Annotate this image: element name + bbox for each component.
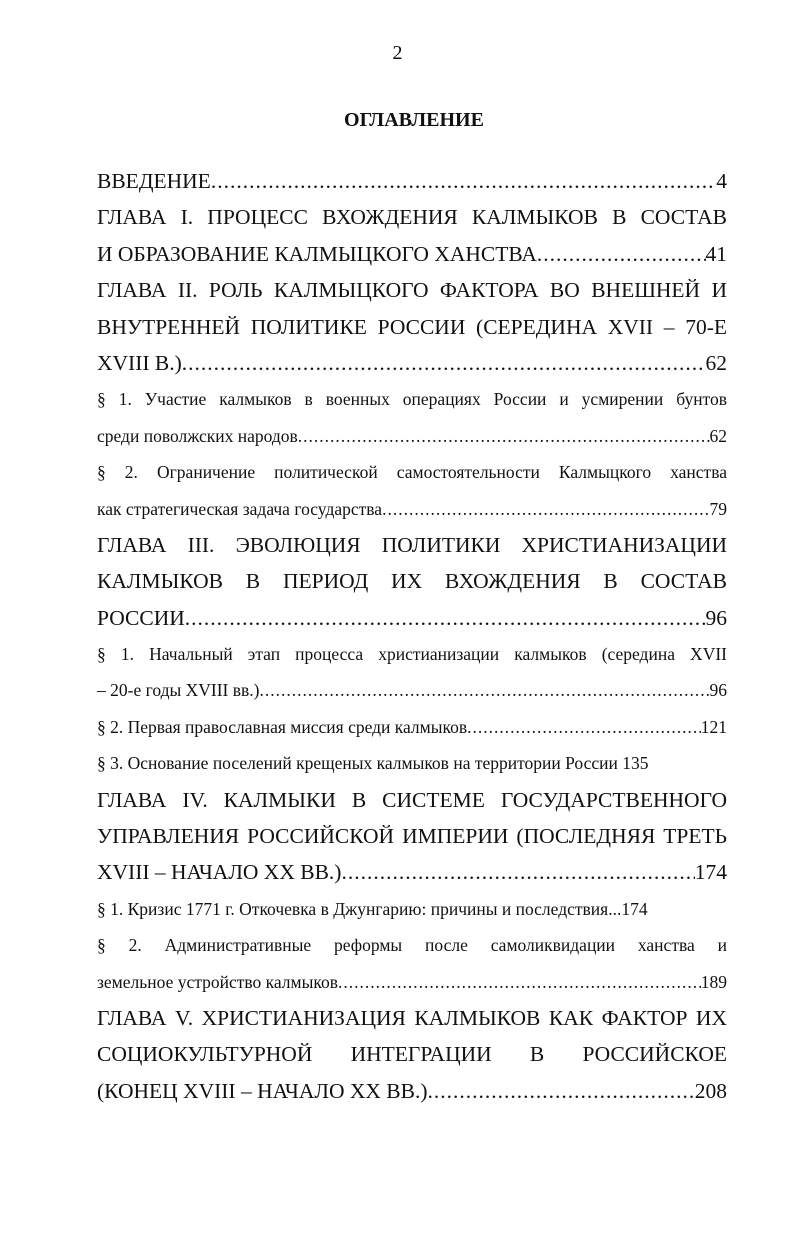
toc-entry-text: И ОБРАЗОВАНИЕ КАЛМЫЦКОГО ХАНСТВА xyxy=(97,241,537,266)
dot-leader xyxy=(259,672,709,708)
toc-chapter-entry[interactable] xyxy=(97,199,727,272)
toc-entry-text: ВВЕДЕНИЕ xyxy=(97,169,211,193)
toc-title: ОГЛАВЛЕНИЕ xyxy=(344,109,484,131)
toc-section-entry[interactable] xyxy=(97,381,727,454)
toc-chapter-entry[interactable] xyxy=(97,782,727,891)
toc-entry-last-line xyxy=(97,745,727,781)
toc-entry-last-line xyxy=(97,491,727,527)
toc-entry-line: УПРАВЛЕНИЯ РОССИЙСКОЙ ИМПЕРИИ (ПОСЛЕДНЯЯ ТРЕТЬ xyxy=(97,824,727,849)
toc-entry-line: § 2. Ограничение политической самостоятельности Калмыцкого ханства xyxy=(97,462,727,483)
toc-entry-last-line xyxy=(97,709,727,745)
page-number: 2 xyxy=(392,42,403,64)
dot-leader xyxy=(382,491,709,527)
toc-entry-text: – 20-е годы XVIII вв.) xyxy=(97,680,260,701)
toc-entry-last-line xyxy=(97,600,727,636)
toc-entry-line: ГЛАВА III. ЭВОЛЮЦИЯ ПОЛИТИКИ ХРИСТИАНИЗАЦИИ xyxy=(97,532,727,557)
toc-page-number: 62 xyxy=(705,350,727,375)
toc-entry-text: XVIII – НАЧАЛО XX ВВ.) xyxy=(97,860,342,885)
toc-page-number: 96 xyxy=(709,680,727,701)
toc-section-entry[interactable] xyxy=(97,891,727,927)
toc-entry-last-line xyxy=(97,345,727,381)
toc-chapter-entry[interactable] xyxy=(97,527,727,636)
toc-entry-text: § 1. Кризис 1771 г. Откочевка в Джунгарию: причины и последствия...174 xyxy=(97,898,648,919)
toc-page-number: 174 xyxy=(694,860,727,885)
toc-page-number: 4 xyxy=(716,169,727,193)
toc-page-number: 96 xyxy=(705,605,727,630)
dot-leader xyxy=(428,1073,695,1109)
toc-entry-last-line xyxy=(97,418,727,454)
toc-entry-last-line xyxy=(97,964,727,1000)
toc-entry-text: РОССИИ xyxy=(97,605,185,630)
toc-page-number: 79 xyxy=(709,498,727,519)
toc-page-number: 208 xyxy=(694,1078,727,1103)
toc-chapter-entry[interactable] xyxy=(97,1000,727,1109)
toc-entry-last-line xyxy=(97,854,727,890)
toc-entry-text: среди поволжских народов xyxy=(97,425,298,446)
toc-entry-line: § 1. Участие калмыков в военных операциях России и усмирении бунтов xyxy=(97,389,727,410)
toc-entry-text: XVIII В.) xyxy=(97,350,182,375)
toc-entry-text: земельное устройство калмыков xyxy=(97,971,338,992)
toc-entry-line: ГЛАВА IV. КАЛМЫКИ В СИСТЕМЕ ГОСУДАРСТВЕННОГО xyxy=(97,787,727,812)
toc-entry-line: § 1. Начальный этап процесса христианизации калмыков (середина XVII xyxy=(97,644,727,665)
dot-leader xyxy=(211,163,716,199)
toc-entry-last-line xyxy=(97,891,727,927)
toc-chapter-entry[interactable] xyxy=(97,272,727,381)
toc-entry-text: как стратегическая задача государства xyxy=(97,498,383,519)
toc-section-entry[interactable] xyxy=(97,745,727,781)
dot-leader xyxy=(467,709,701,745)
toc-entry-line: СОЦИОКУЛЬТУРНОЙ ИНТЕГРАЦИИ В РОССИЙСКОЕ xyxy=(97,1042,727,1067)
toc-entry-last-line xyxy=(97,1073,727,1109)
toc-entry-line: ГЛАВА I. ПРОЦЕСС ВХОЖДЕНИЯ КАЛМЫКОВ В СОСТАВ xyxy=(97,205,727,230)
dot-leader xyxy=(185,600,706,636)
toc-entry-last-line xyxy=(97,672,727,708)
dot-leader xyxy=(341,854,694,890)
toc-page-number: 121 xyxy=(700,716,727,737)
toc-section-entry[interactable] xyxy=(97,709,727,745)
table-of-contents xyxy=(97,163,727,1109)
toc-entry-line: КАЛМЫКОВ В ПЕРИОД ИХ ВХОЖДЕНИЯ В СОСТАВ xyxy=(97,569,727,594)
toc-entry-line: ГЛАВА II. РОЛЬ КАЛМЫЦКОГО ФАКТОРА ВО ВНЕШНЕЙ И xyxy=(97,278,727,303)
toc-section-entry[interactable] xyxy=(97,454,727,527)
toc-section-entry[interactable] xyxy=(97,927,727,1000)
toc-chapter-entry[interactable] xyxy=(97,163,727,199)
dot-leader xyxy=(537,236,706,272)
toc-page-number: 41 xyxy=(705,241,727,266)
toc-entry-line: ГЛАВА V. ХРИСТИАНИЗАЦИЯ КАЛМЫКОВ КАК ФАКТОР ИХ xyxy=(97,1005,727,1030)
toc-entry-text: § 2. Первая православная миссия среди калмыков xyxy=(97,716,468,737)
toc-entry-last-line xyxy=(97,163,727,199)
toc-entry-line: § 2. Административные реформы после самоликвидации ханства и xyxy=(97,935,727,956)
toc-section-entry[interactable] xyxy=(97,636,727,709)
dot-leader xyxy=(298,418,710,454)
toc-entry-text: § 3. Основание поселений крещеных калмыков на территории России 135 xyxy=(97,753,649,774)
dot-leader xyxy=(182,345,706,381)
toc-entry-last-line xyxy=(97,236,727,272)
toc-entry-text: (КОНЕЦ XVIII – НАЧАЛО XX ВВ.) xyxy=(97,1078,428,1103)
toc-page-number: 62 xyxy=(709,425,727,446)
toc-entry-line: ВНУТРЕННЕЙ ПОЛИТИКЕ РОССИИ (СЕРЕДИНА XVII – 70-Е xyxy=(97,314,727,339)
dot-leader xyxy=(338,964,701,1000)
toc-page-number: 189 xyxy=(700,971,727,992)
